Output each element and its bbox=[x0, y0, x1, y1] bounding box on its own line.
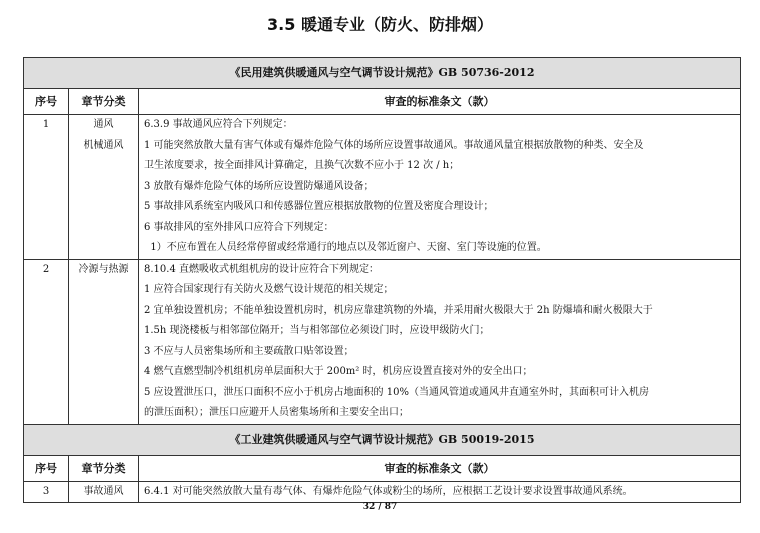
table-row bbox=[24, 481, 741, 503]
row-clause bbox=[139, 259, 741, 424]
clause-line: 2 宜单独设置机房；不能单独设置机房时，机房应靠建筑物的外墙，并采用耐火极限大于 2h 防爆墙和耐火极限大于 bbox=[144, 304, 653, 316]
category-line: 冷源与热源 bbox=[78, 263, 129, 275]
clause-line: 4 燃气直燃型制冷机组机房单层面积大于 200m² 时，机房应设置直接对外的安全出口； bbox=[144, 366, 533, 377]
col-head-category: 章节分类 bbox=[69, 455, 139, 481]
col-head-num: 序号 bbox=[24, 455, 69, 481]
standard-header-row bbox=[24, 424, 741, 455]
standard-title: 《工业建筑供暖通风与空气调节设计规范》GB 50019-2015 bbox=[24, 424, 741, 455]
row-clause bbox=[139, 481, 741, 503]
row-number: 3 bbox=[24, 481, 69, 503]
clause-line: 6 事故排风的室外排风口应符合下列规定： bbox=[144, 221, 334, 233]
page-number: 32 / 87 bbox=[362, 502, 398, 512]
page-title: 3.5 暖通专业（防火、防排烟） bbox=[267, 15, 493, 34]
table-row bbox=[24, 115, 741, 260]
col-head-content: 审查的标准条文（款） bbox=[139, 455, 741, 481]
row-number: 2 bbox=[24, 259, 69, 424]
row-number: 1 bbox=[24, 115, 69, 260]
clause-line: 8.10.4 直燃吸收式机组机房的设计应符合下列规定： bbox=[144, 263, 379, 275]
category-line: 通风 bbox=[93, 119, 114, 130]
row-clause bbox=[139, 115, 741, 260]
category-line: 事故通风 bbox=[83, 485, 124, 497]
clause-line: 1 应符合国家现行有关防火及燃气设计规范的相关规定； bbox=[144, 284, 394, 295]
clause-line: 3 放散有爆炸危险气体的场所应设置防爆通风设备； bbox=[144, 180, 374, 192]
clause-line: 1）不应布置在人员经常停留或经常通行的地点以及邻近窗户、天窗、室门等设施的位置。 bbox=[144, 242, 547, 253]
review-table bbox=[23, 57, 741, 503]
col-head-num: 序号 bbox=[24, 89, 69, 115]
row-category bbox=[69, 115, 139, 260]
clause-line: 1.5h 现浇楼板与相邻部位隔开；当与相邻部位必须设门时，应设甲级防火门； bbox=[144, 325, 490, 336]
table-row bbox=[24, 259, 741, 424]
clause-line: 3 不应与人员密集场所和主要疏散口贴邻设置； bbox=[144, 345, 354, 357]
standard-header-row bbox=[24, 58, 741, 89]
column-header-row bbox=[24, 455, 741, 481]
category-line: 机械通风 bbox=[83, 139, 124, 151]
col-head-content: 审查的标准条文（款） bbox=[139, 89, 741, 115]
clause-line: 卫生浓度要求，按全面排风计算确定，且换气次数不应小于 12 次 / h； bbox=[144, 160, 460, 171]
clause-line: 的泄压面积）；泄压口应避开人员密集场所和主要安全出口； bbox=[144, 407, 409, 418]
clause-line: 1 可能突然放散大量有害气体或有爆炸危险气体的场所应设置事故通风。事故通风量宜根据放散物的种类、安全及 bbox=[144, 139, 644, 151]
column-header-row bbox=[24, 89, 741, 115]
col-head-category: 章节分类 bbox=[69, 89, 139, 115]
clause-line: 6.4.1 对可能突然放散大量有毒气体、有爆炸危险气体或粉尘的场所，应根据工艺设计要求设置事故通风系统。 bbox=[144, 485, 633, 497]
row-category bbox=[69, 259, 139, 424]
clause-line: 6.3.9 事故通风应符合下列规定： bbox=[144, 119, 293, 130]
clause-line: 5 应设置泄压口，泄压口面积不应小于机房占地面积的 10%（当通风管道或通风井直通室外时，其面积可计入机房 bbox=[144, 386, 649, 398]
standard-title: 《民用建筑供暖通风与空气调节设计规范》GB 50736-2012 bbox=[24, 58, 741, 89]
clause-line: 5 事故排风系统室内吸风口和传感器位置应根据放散物的位置及密度合理设计； bbox=[144, 201, 494, 212]
row-category bbox=[69, 481, 139, 503]
